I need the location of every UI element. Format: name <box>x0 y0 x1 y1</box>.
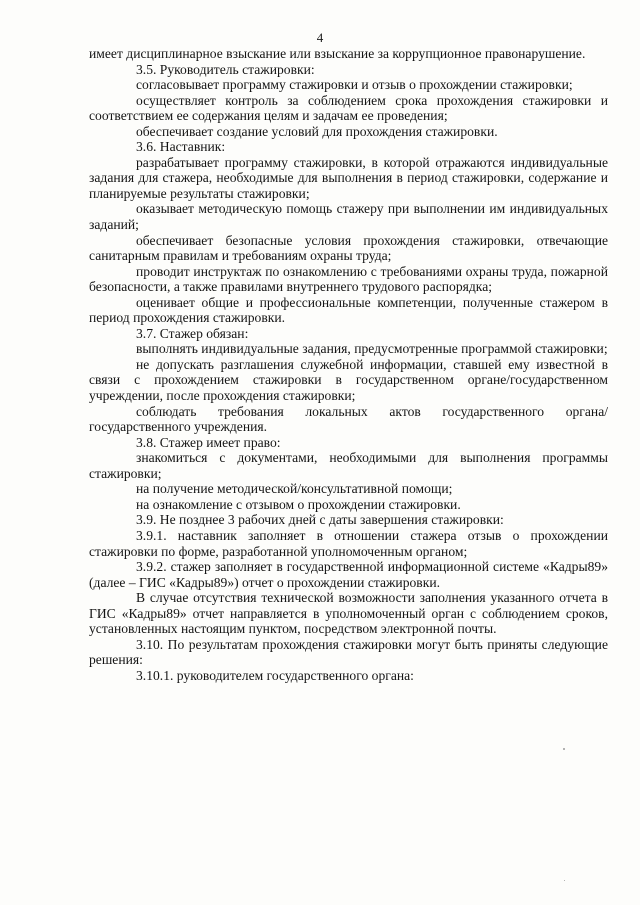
page-number: 4 <box>316 30 324 45</box>
paragraph: В случае отсутствия технической возможности заполнения указанного отчета в ГИС «Кадры89» отчет направляется в уполномоченный орган с соблюдением сроков, установленных настоящим пунктом, посредством электронной почты. <box>89 590 608 637</box>
section-heading-3-6: 3.6. Наставник: <box>136 139 226 155</box>
list-item: обеспечивает создание условий для прохождения стажировки. <box>136 123 498 139</box>
section-heading-3-9: 3.9. Не позднее 3 рабочих дней с даты завершения стажировки: <box>136 512 504 528</box>
section-heading-3-8: 3.8. Стажер имеет право: <box>136 434 281 450</box>
subsection-3-10-1: 3.10.1. руководителем государственного органа: <box>136 667 414 683</box>
list-item: разрабатывает программу стажировки, в которой отражаются индивидуальные задания для стажера, необходимые для выполнения в период стажировки, содержание и планируемые результаты стажировки; <box>89 154 608 201</box>
document-body <box>89 46 608 683</box>
list-item: обеспечивает безопасные условия прохождения стажировки, отвечающие санитарным правилам и требованиям охраны труда; <box>89 232 608 264</box>
section-heading-3-5: 3.5. Руководитель стажировки: <box>136 61 315 77</box>
list-item: знакомиться с документами, необходимыми для выполнения программы стажировки; <box>89 450 608 481</box>
subsection-3-9-1: 3.9.1. наставник заполняет в отношении стажера отзыв о прохождении стажировки по форме, разработанной уполномоченным органом; <box>89 527 608 559</box>
scan-speck <box>564 880 565 881</box>
list-item: проводит инструктаж по ознакомлению с требованиями охраны труда, пожарной безопасности, а также правилами внутреннего трудового распорядка; <box>89 263 608 295</box>
list-item: на ознакомление с отзывом о прохождении стажировки. <box>136 496 461 512</box>
section-heading-3-10: 3.10. По результатам прохождения стажировки могут быть приняты следующие решения: <box>89 636 608 668</box>
scan-speck <box>563 748 565 750</box>
list-item: выполнять индивидуальные задания, предусмотренные программой стажировки; <box>136 341 608 357</box>
list-item: оценивает общие и профессиональные компетенции, полученные стажером в период прохождения стажировки. <box>89 294 608 326</box>
list-item: оказывает методическую помощь стажеру при выполнении им индивидуальных заданий; <box>89 201 608 233</box>
list-item: согласовывает программу стажировки и отзыв о прохождении стажировки; <box>136 77 573 93</box>
paragraph-continuation: имеет дисциплинарное взыскание или взыскание за коррупционное правонарушение. <box>89 46 586 61</box>
list-item: на получение методической/консультативной помощи; <box>136 481 453 497</box>
list-item: осуществляет контроль за соблюдением срока прохождения стажировки и соответствием ее содержания целям и задачам ее проведения; <box>89 92 608 124</box>
section-heading-3-7: 3.7. Стажер обязан: <box>136 325 249 341</box>
list-item: соблюдать требования локальных актов государственного органа/государственного учреждения. <box>89 403 608 435</box>
list-item: не допускать разглашения служебной информации, ставшей ему известной в связи с прохождением стажировки в государственном органе/государственном учреждении, после прохождения стажировки; <box>89 356 608 404</box>
subsection-3-9-2: 3.9.2. стажер заполняет в государственной информационной системе «Кадры89» (далее – ГИС «Кадры89») отчет о прохождении стажировки. <box>89 559 608 590</box>
